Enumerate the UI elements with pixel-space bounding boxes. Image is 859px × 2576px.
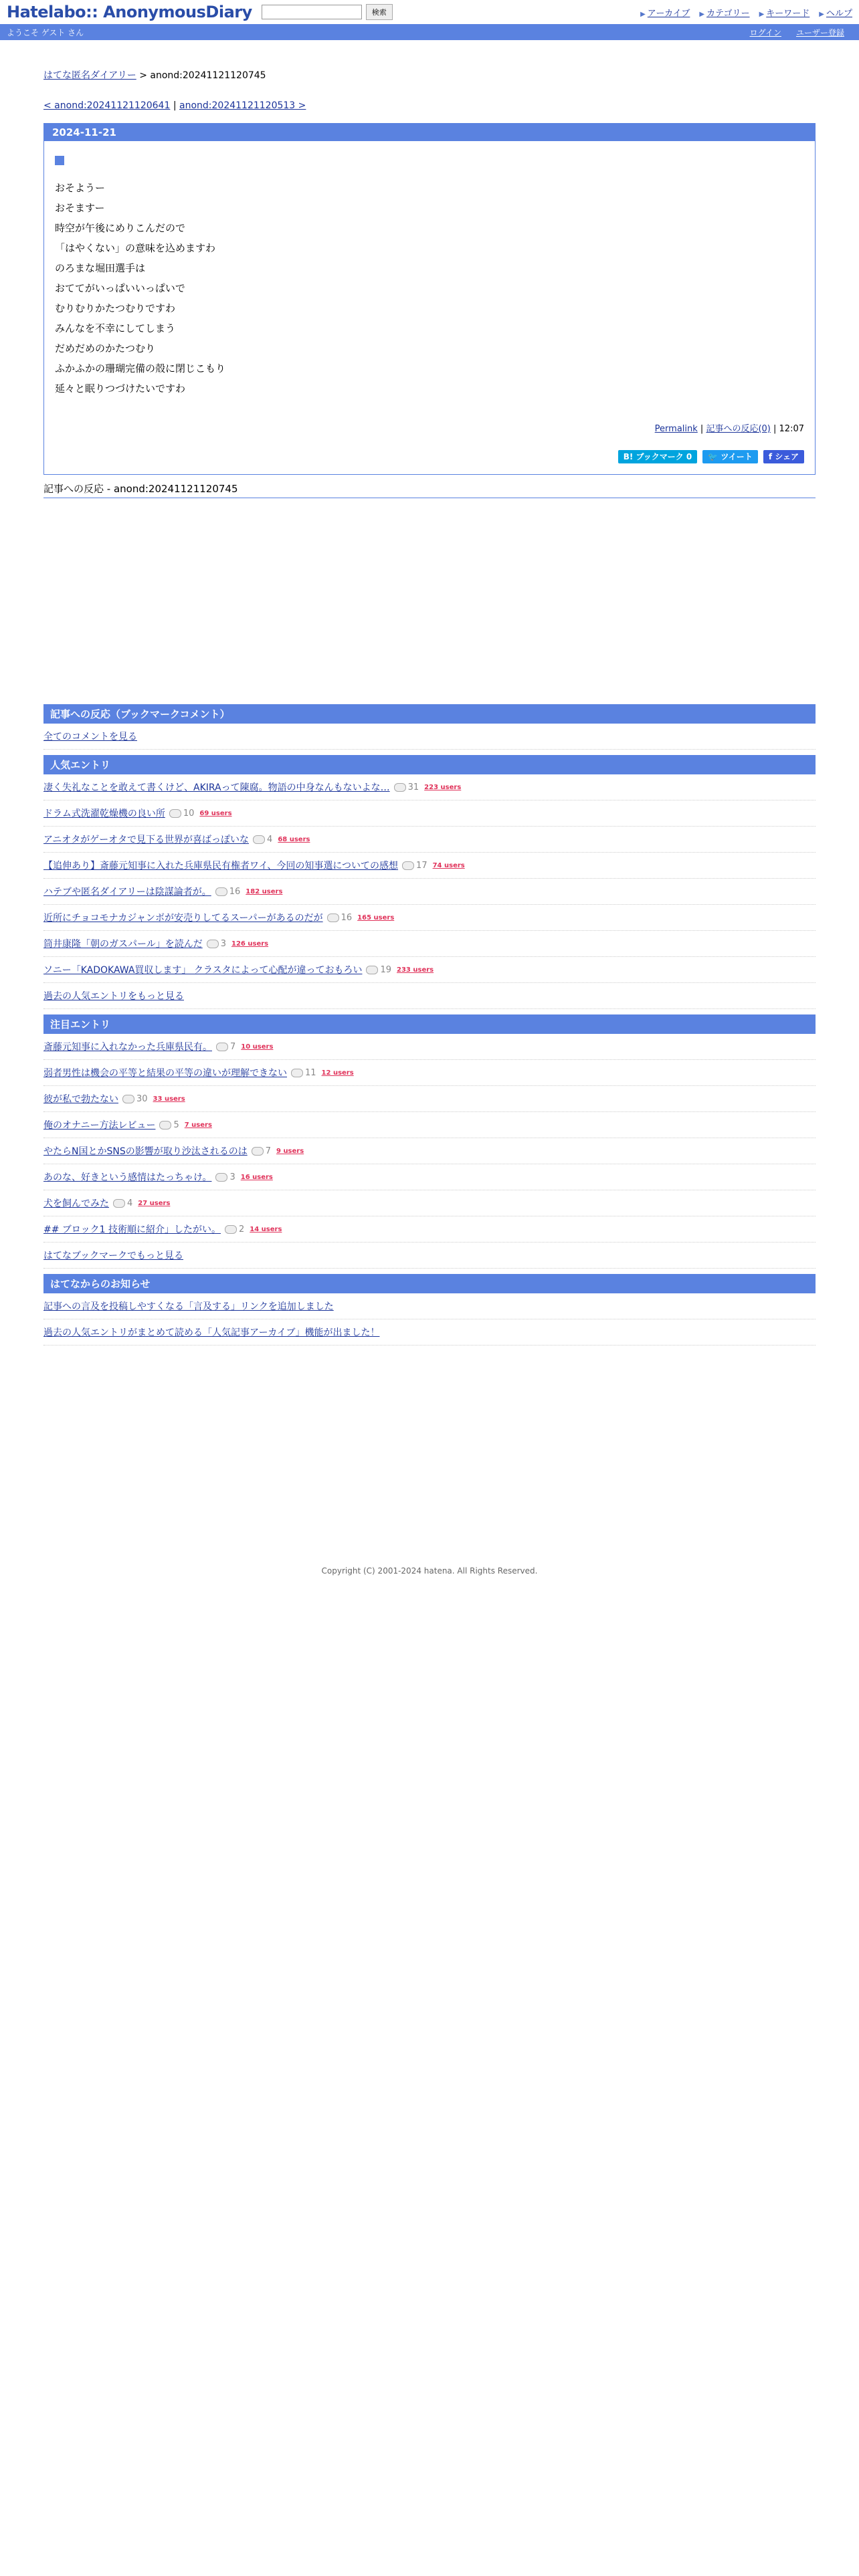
- entry-time: 12:07: [779, 424, 804, 434]
- more-popular-link[interactable]: 過去の人気エントリをもっと見る: [43, 991, 184, 1002]
- comment-bubble-icon: [366, 966, 378, 974]
- list-item: [43, 879, 816, 905]
- list-item: [43, 774, 816, 800]
- entry-line: 時空が午後にめりこんだので: [55, 222, 186, 234]
- comment-bubble-icon: [215, 1173, 227, 1182]
- bookmark-users[interactable]: 182 users: [246, 887, 283, 895]
- comment-count[interactable]: [253, 835, 272, 845]
- entry-title-link[interactable]: 彼が私で勃たない: [43, 1094, 118, 1105]
- top-nav: [640, 6, 852, 19]
- list-item: [43, 957, 816, 983]
- all-comments-link[interactable]: 全てのコメントを見る: [43, 732, 137, 742]
- bookmark-users[interactable]: 33 users: [153, 1095, 185, 1103]
- comment-bubble-icon: [207, 940, 219, 948]
- entry-title-link[interactable]: あのな、好きという感情はたっちゃけ。: [43, 1172, 212, 1183]
- comment-count-value: 3: [229, 1172, 235, 1182]
- hatena-bookmark-button[interactable]: B! ブックマーク 0: [618, 450, 698, 463]
- comment-count-value: 16: [229, 886, 241, 897]
- triangle-right-icon: ▶: [819, 10, 824, 18]
- triangle-right-icon: ▶: [640, 10, 646, 18]
- bookmark-users[interactable]: 69 users: [199, 809, 232, 817]
- comment-bubble-icon: [253, 835, 265, 844]
- entry-line: のろまな堀田選手は: [55, 262, 146, 274]
- nav-category-link[interactable]: カテゴリー: [706, 8, 750, 19]
- main-content: [43, 68, 816, 1576]
- entry-line: おそようー: [55, 182, 106, 194]
- comment-count-value: 10: [183, 808, 195, 819]
- nav-keyword-link[interactable]: キーワード: [766, 8, 810, 19]
- comment-bubble-icon: [216, 1043, 228, 1051]
- entry-line: むりむりかたつむりですわ: [55, 302, 176, 314]
- comment-count[interactable]: [216, 1042, 235, 1052]
- entry-title-link[interactable]: 犬を飼んでみた: [43, 1198, 109, 1209]
- search-button[interactable]: 検索: [366, 4, 393, 20]
- comment-count-value: 16: [341, 912, 353, 923]
- entry-title-link[interactable]: 筒井康隆「朝のガスパール」を読んだ: [43, 939, 203, 950]
- comment-count-value: 4: [127, 1198, 133, 1208]
- comment-count-value: 3: [220, 938, 227, 949]
- next-entry-link[interactable]: anond:20241121120513 >: [179, 100, 306, 111]
- breadcrumb: [43, 68, 816, 82]
- reactions-heading: 記事への反応 - anond:20241121120745: [43, 481, 816, 498]
- entry-title-link[interactable]: ## ブロック1 技術順に紹介」したがい。: [43, 1224, 221, 1235]
- comment-count[interactable]: [169, 809, 195, 819]
- share-buttons: [55, 450, 804, 463]
- list-item: [43, 1060, 816, 1086]
- comment-bubble-icon: [252, 1147, 264, 1156]
- comment-count[interactable]: [252, 1146, 271, 1156]
- comment-count-value: 7: [230, 1041, 236, 1052]
- entry-body: [55, 183, 804, 395]
- entry-title-link[interactable]: ハテブや匿名ダイアリーは陰謀論者が。: [43, 887, 211, 897]
- comment-bubble-icon: [291, 1069, 303, 1077]
- news-item[interactable]: 過去の人気エントリがまとめて読める「人気記事アーカイブ」機能が出ました！: [43, 1327, 380, 1338]
- tweet-label: ツイート: [721, 452, 753, 461]
- permalink[interactable]: Permalink: [654, 424, 698, 434]
- entry-line: おそますー: [55, 202, 105, 214]
- register-link[interactable]: ユーザー登録: [795, 27, 844, 37]
- entry-title-link[interactable]: 【追伸あり】斎藤元知事に入れた兵庫県民有権者ワイ、今回の知事選についての感想: [43, 861, 399, 871]
- bookmark-users[interactable]: 9 users: [276, 1147, 304, 1155]
- comment-bubble-icon: [394, 783, 406, 792]
- comment-count[interactable]: [207, 939, 226, 949]
- entry-line: 「はやくない」の意味を込めますわ: [55, 242, 216, 254]
- comment-count[interactable]: [394, 782, 419, 792]
- list-item: [43, 1190, 816, 1216]
- news-heading: はてなからのお知らせ: [43, 1274, 816, 1293]
- prev-entry-link[interactable]: < anond:20241121120641: [43, 100, 171, 111]
- diary-entry: [43, 123, 816, 475]
- list-item: [43, 853, 816, 879]
- facebook-share-button[interactable]: [763, 450, 804, 463]
- pager-separator: |: [173, 100, 177, 111]
- bookmark-comments-heading: 記事への反応（ブックマークコメント）: [43, 704, 816, 724]
- login-link[interactable]: ログイン: [749, 27, 781, 37]
- search-input[interactable]: [262, 5, 362, 19]
- popular-entries-heading: 人気エントリ: [43, 755, 816, 774]
- share-label: シェア: [775, 452, 799, 461]
- comment-count[interactable]: [215, 1172, 235, 1182]
- bookmark-users[interactable]: 16 users: [240, 1173, 273, 1181]
- entry-line: だめだめのかたつむり: [55, 342, 156, 354]
- entry-title-link[interactable]: 斎藤元知事に入れなかった兵庫県民有。: [43, 1042, 212, 1053]
- top-bar: [0, 0, 859, 24]
- popular-list: [43, 774, 816, 983]
- entry-title-link[interactable]: 弱者男性は機会の平等と結果の平等の違いが理解できない: [43, 1068, 287, 1079]
- comment-bubble-icon: [159, 1121, 171, 1130]
- list-item: [43, 1138, 816, 1164]
- comment-count[interactable]: [225, 1224, 244, 1235]
- comment-count-value: 31: [407, 782, 419, 792]
- comment-count[interactable]: [113, 1198, 132, 1208]
- bookmark-users[interactable]: 14 users: [250, 1225, 282, 1233]
- ad-space: [43, 498, 816, 699]
- breadcrumb-separator: >: [139, 70, 147, 81]
- entry-footer: Permalink | 記事への反応(0) | 12:07: [654, 424, 804, 434]
- comment-count[interactable]: [159, 1120, 179, 1130]
- bookmark-users[interactable]: 233 users: [397, 966, 434, 974]
- entry-title-link[interactable]: 俺のオナニー方法レビュー: [43, 1120, 156, 1131]
- nav-archive-link[interactable]: アーカイブ: [647, 8, 690, 19]
- list-item: [43, 827, 816, 853]
- breadcrumb-home[interactable]: はてな匿名ダイアリー: [43, 70, 136, 81]
- copyright: Copyright (C) 2001-2024 hatena. All Rights Reserved.: [321, 1566, 538, 1576]
- comment-count[interactable]: [215, 887, 241, 897]
- nav-help[interactable]: [819, 6, 852, 19]
- list-item: [43, 1112, 816, 1138]
- comment-bubble-icon: [122, 1095, 134, 1103]
- bookmark-users[interactable]: 7 users: [184, 1121, 212, 1129]
- site-logo[interactable]: Hatelabo:: AnonymousDiary: [7, 3, 252, 21]
- entry-line: みんなを不幸にしてしまう: [55, 322, 176, 334]
- comment-count-value: 2: [239, 1224, 245, 1235]
- bookmark-users[interactable]: 74 users: [432, 861, 465, 869]
- entry-title-link[interactable]: ソニー「KADOKAWA買収します」 クラスタによって心配が違っておもろい: [43, 965, 363, 976]
- entry-title-link[interactable]: アニオタがゲーオタで見下る世界が喜ばっぽいな: [43, 835, 250, 845]
- bookmark-users[interactable]: 126 users: [231, 940, 269, 948]
- comment-count[interactable]: [402, 861, 427, 871]
- comment-bubble-icon: [327, 914, 339, 922]
- list-item: [43, 905, 816, 931]
- more-notable-link[interactable]: はてなブックマークでもっと見る: [43, 1251, 184, 1261]
- bird-icon: 🐦: [708, 452, 719, 461]
- entry-line: 延々と眠りつづけたいですわ: [55, 383, 186, 395]
- triangle-right-icon: ▶: [759, 10, 765, 18]
- twitter-share-button[interactable]: [702, 450, 758, 463]
- entry-title-link[interactable]: 凄く失礼なことを敢えて書くけど、AKIRAって陳腐。物語の中身なんもないよな…: [43, 782, 390, 793]
- nav-archive[interactable]: [640, 6, 690, 19]
- bookmark-users[interactable]: 10 users: [241, 1043, 274, 1051]
- entry-line: おててがいっぱいいっぱいで: [55, 282, 185, 294]
- entry-title-link[interactable]: やたらN国とかSNSの影響が取り沙汰されるのは: [43, 1146, 248, 1157]
- list-item: [43, 1086, 816, 1112]
- comment-count-value: 5: [173, 1119, 179, 1130]
- user-bar: [0, 24, 859, 40]
- comment-count[interactable]: [366, 965, 391, 975]
- news-item[interactable]: 記事への言及を投稿しやすくなる「言及する」リンクを追加しました: [43, 1301, 334, 1312]
- entry-title-link[interactable]: ドラム式洗濯乾燥機の良い所: [43, 809, 165, 819]
- comment-count-value: 30: [136, 1093, 148, 1104]
- nav-keyword[interactable]: [759, 6, 810, 19]
- entry-pager: [43, 100, 816, 111]
- comment-bubble-icon: [402, 861, 414, 870]
- bookmark-users[interactable]: 12 users: [321, 1069, 354, 1077]
- reactions-link[interactable]: 記事への反応(0): [706, 424, 771, 434]
- list-item: [43, 931, 816, 957]
- nav-category[interactable]: [699, 6, 749, 19]
- bookmark-users[interactable]: 165 users: [357, 914, 395, 922]
- bookmark-users[interactable]: 223 users: [424, 783, 462, 791]
- comment-count[interactable]: [327, 913, 353, 923]
- entry-title-link[interactable]: 近所にチョコモナカジャンボが安売りしてるスーパーがあるのだが: [43, 913, 323, 924]
- comment-count-value: 11: [305, 1067, 316, 1078]
- entry-line: ふかふかの珊瑚完備の殻に閉じこもり: [55, 362, 226, 374]
- comment-count-value: 7: [265, 1146, 271, 1156]
- bookmark-users[interactable]: 68 users: [278, 835, 310, 843]
- breadcrumb-current: anond:20241121120745: [150, 70, 266, 81]
- list-item: [43, 1216, 816, 1243]
- notable-entries-heading: 注目エントリ: [43, 1014, 816, 1034]
- comment-count-value: 17: [416, 860, 427, 871]
- list-item: [43, 1034, 816, 1060]
- comment-bubble-icon: [225, 1225, 237, 1234]
- facebook-icon: f: [768, 452, 773, 461]
- comment-count-value: 19: [380, 964, 392, 975]
- comment-count[interactable]: [122, 1094, 148, 1104]
- comment-bubble-icon: [215, 887, 227, 896]
- bookmark-users[interactable]: 27 users: [138, 1199, 171, 1207]
- comment-count-value: 4: [267, 834, 273, 845]
- entry-anchor-icon[interactable]: [55, 156, 64, 165]
- entry-date: 2024-11-21: [44, 124, 815, 141]
- comment-bubble-icon: [113, 1199, 125, 1208]
- list-item: [43, 1164, 816, 1190]
- nav-help-link[interactable]: ヘルプ: [826, 8, 852, 19]
- list-item: [43, 800, 816, 827]
- triangle-right-icon: ▶: [699, 10, 705, 18]
- comment-bubble-icon: [169, 809, 181, 818]
- comment-count[interactable]: [291, 1068, 316, 1078]
- notable-list: [43, 1034, 816, 1243]
- welcome-text: ようこそ ゲスト さん: [7, 27, 84, 37]
